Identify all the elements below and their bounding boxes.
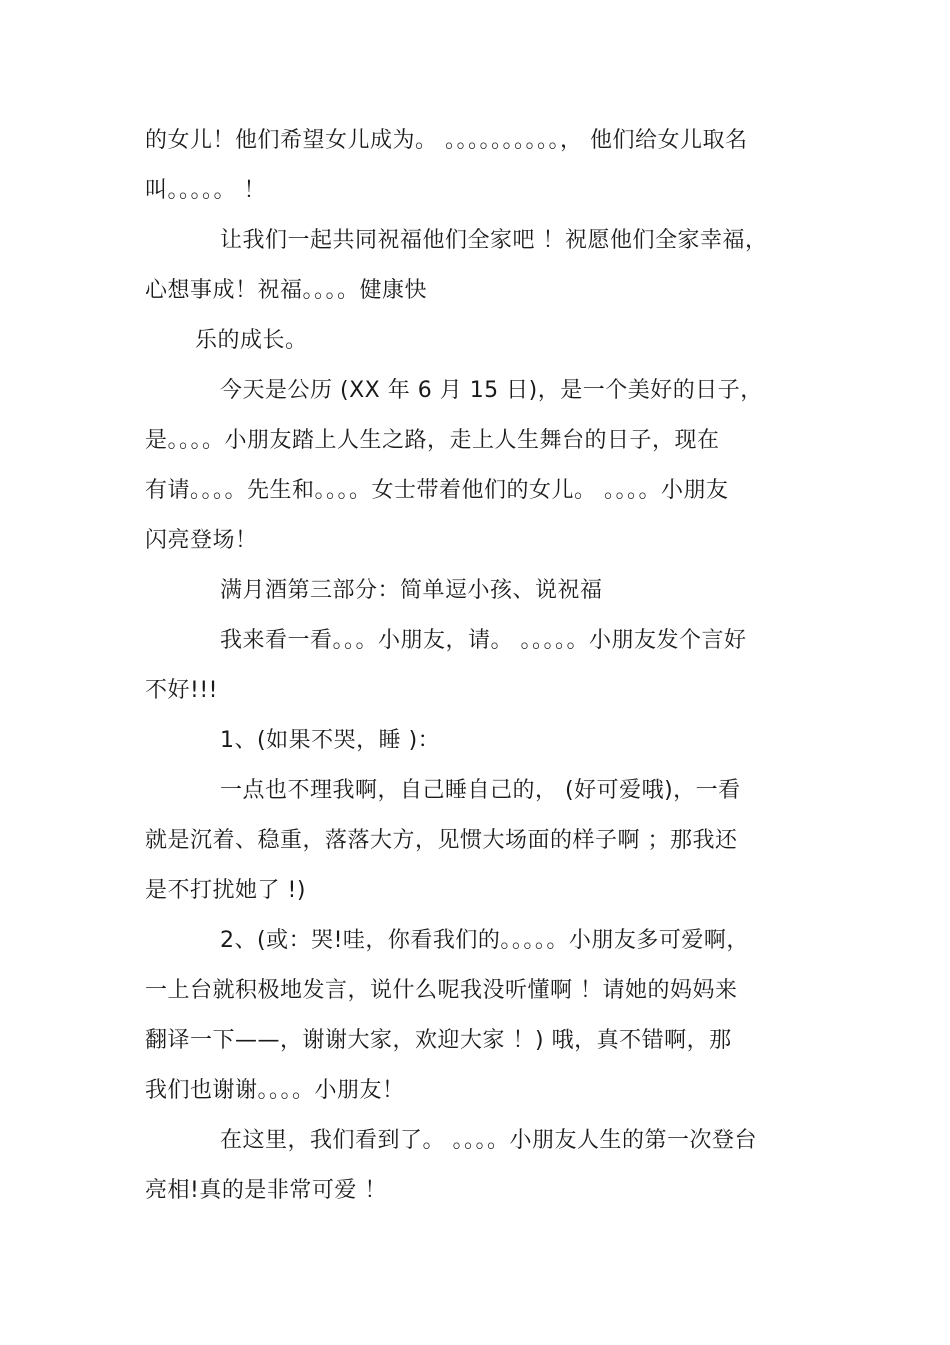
text-line: 乐的成长。 xyxy=(195,328,308,353)
text-line: 2、(或：哭!哇，你看我们的。。。。。小朋友多可爱啊， xyxy=(220,928,749,953)
text-line: 1、(如果不哭，睡 )： xyxy=(220,728,441,753)
text-line: 是不打扰她了 !) xyxy=(145,878,306,903)
text-line: 让我们一起共同祝福他们全家吧 ！祝愿他们全家幸福， xyxy=(220,228,768,253)
text-line: 一点也不理我啊，自己睡自己的， (好可爱哦)，一看 xyxy=(220,778,741,803)
text-line: 翻译一下——，谢谢大家，欢迎大家 ！) 哦，真不错啊，那 xyxy=(145,1028,732,1053)
text-line: 是。。。。小朋友踏上人生之路，走上人生舞台的日子，现在 xyxy=(145,428,720,453)
text-line: 不好!!! xyxy=(145,678,218,703)
text-line: 的女儿！他们希望女儿成为。 。。。。。。。。。。， 他们给女儿取名 xyxy=(145,128,748,153)
text-line: 就是沉着、稳重，落落大方，见惯大场面的样子啊 ；那我还 xyxy=(145,828,738,853)
text-line: 我们也谢谢。。。。小朋友！ xyxy=(145,1078,405,1103)
text-line: 在这里，我们看到了。 。。。。小朋友人生的第一次登台 xyxy=(220,1128,757,1153)
text-line: 一上台就积极地发言，说什么呢我没听懂啊 ！请她的妈妈来 xyxy=(145,978,738,1003)
text-line: 闪亮登场！ xyxy=(145,528,258,553)
text-line: 叫。。。。。 ！ xyxy=(145,178,266,203)
text-line: 今天是公历 (XX 年 6 月 15 日)，是一个美好的日子， xyxy=(220,378,763,403)
text-line: 心想事成！祝福。。。。健康快 xyxy=(145,278,428,303)
text-line: 亮相!真的是非常可爱 ！ xyxy=(145,1178,387,1203)
text-line: 满月酒第三部分：简单逗小孩、说祝福 xyxy=(220,578,603,603)
text-line: 有请。。。。先生和。。。。女士带着他们的女儿。 。。。。小朋友 xyxy=(145,478,729,503)
text-line: 我来看一看。。。小朋友，请。 。。。。。小朋友发个言好 xyxy=(220,628,747,653)
